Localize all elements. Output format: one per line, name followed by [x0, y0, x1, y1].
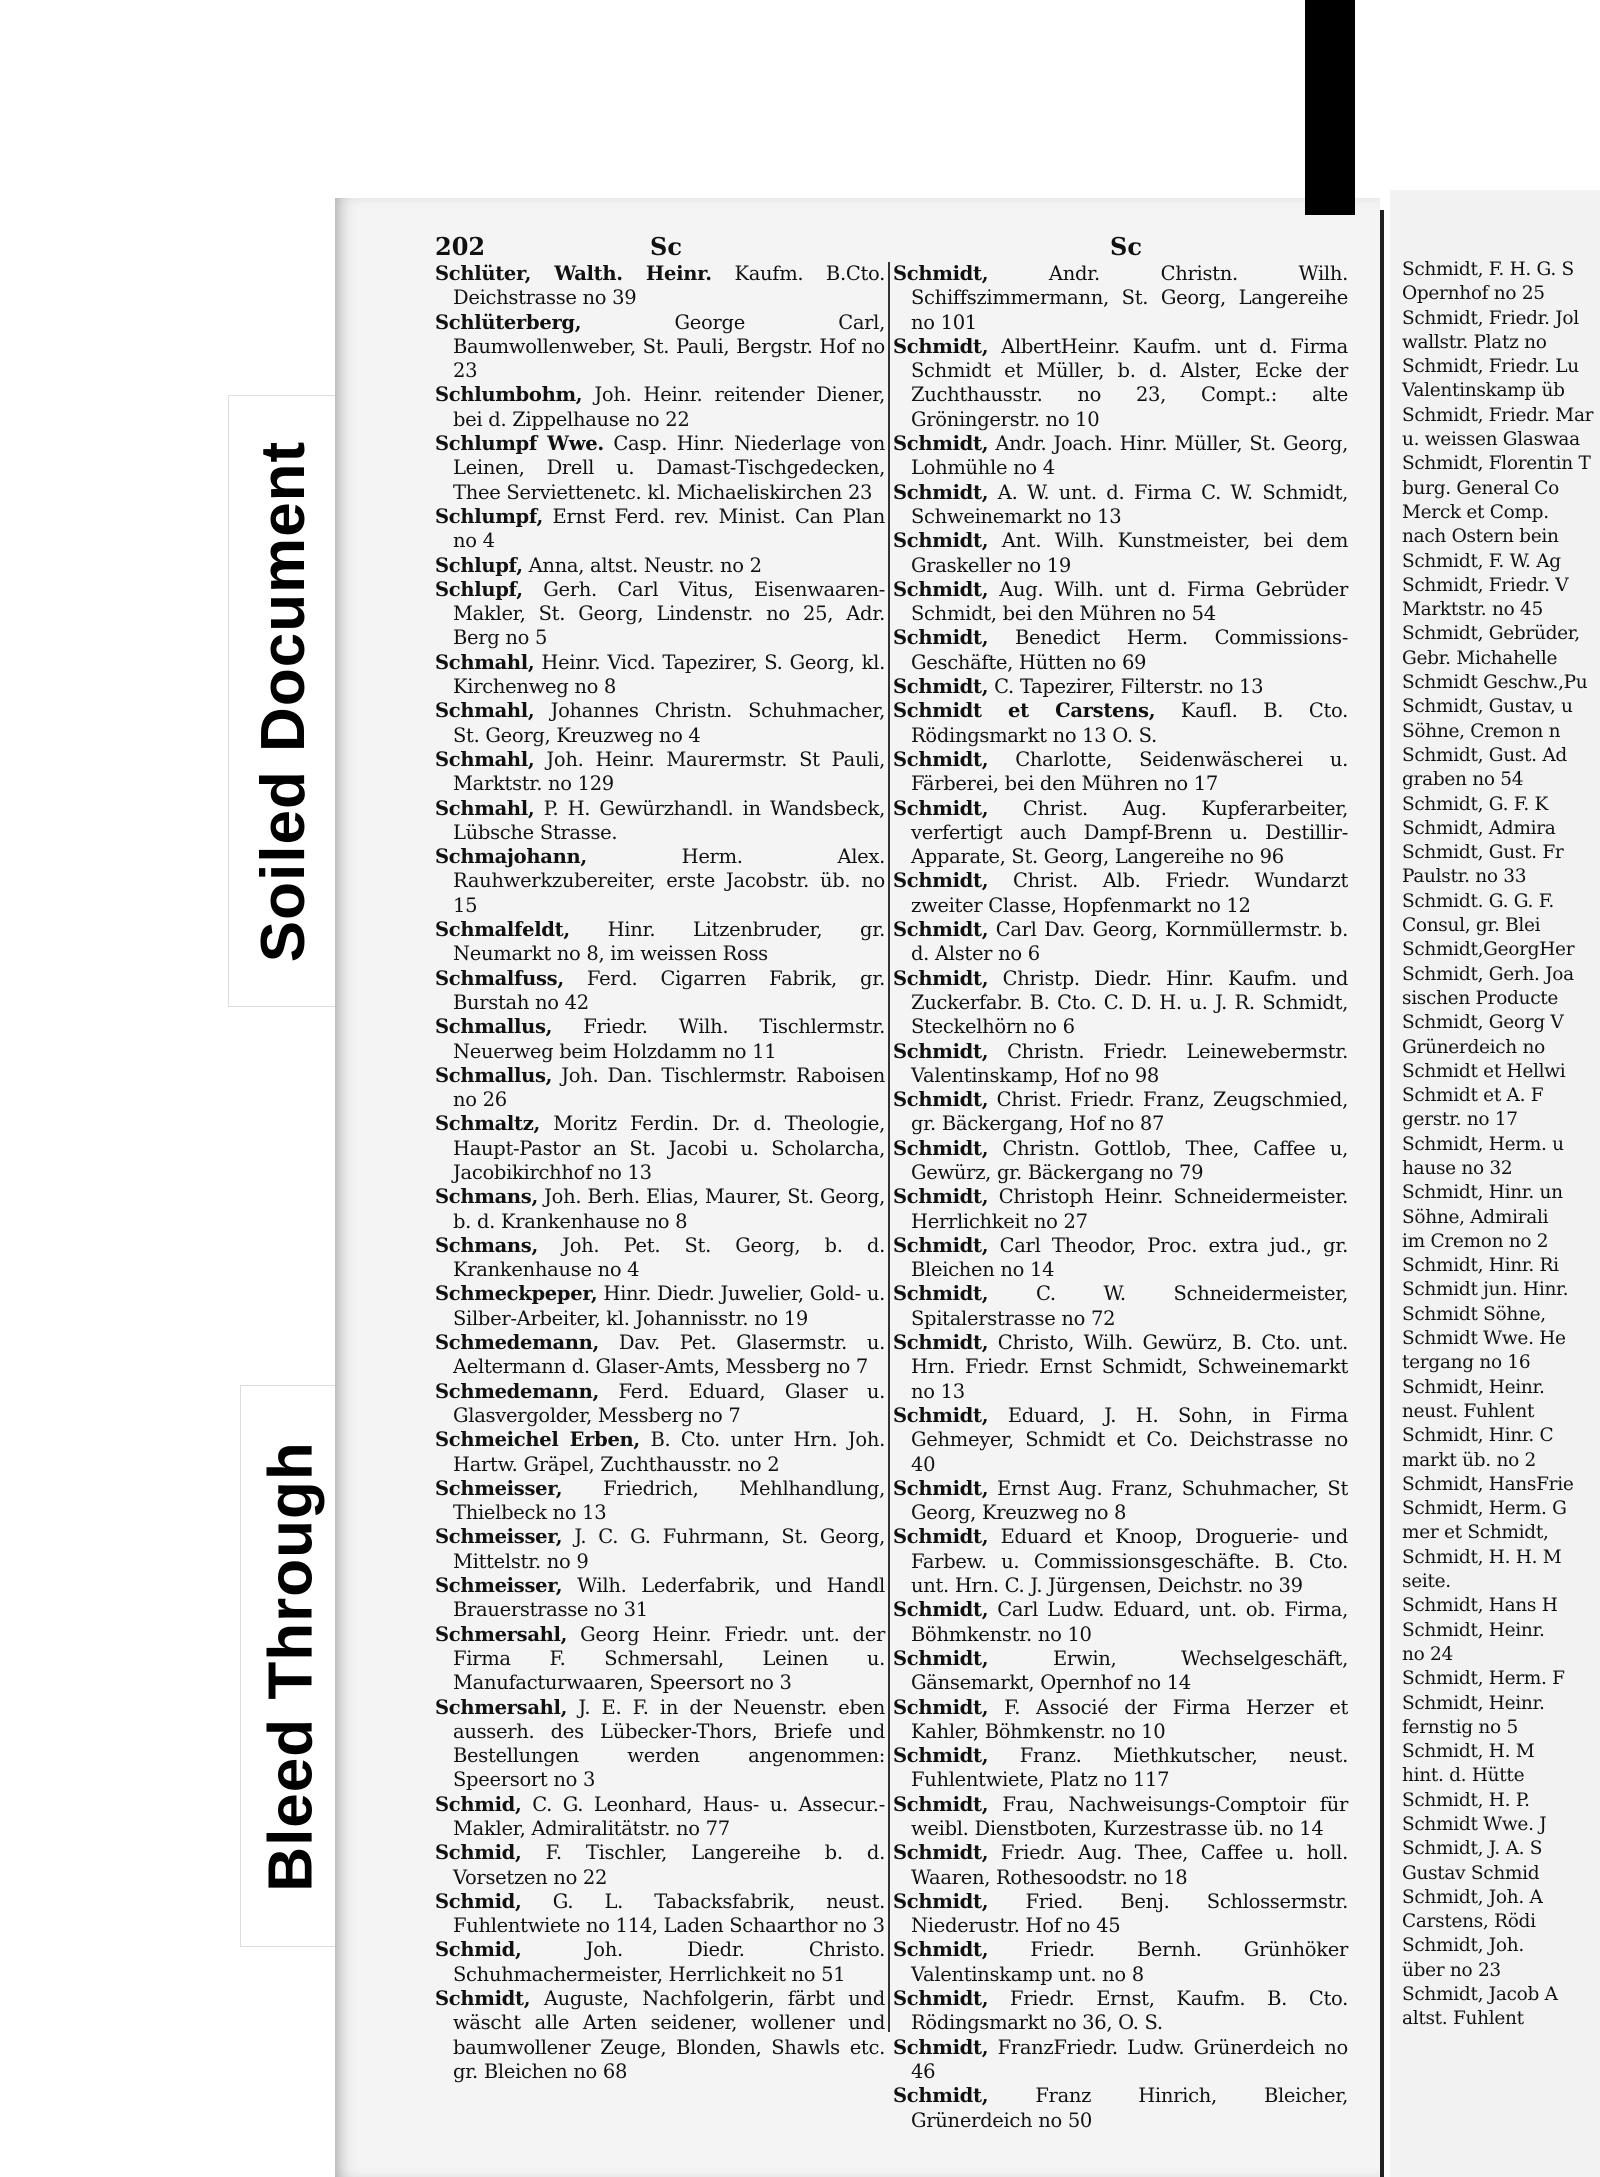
directory-entry	[893, 626, 1348, 675]
entry-name: Schmidt,	[893, 1525, 989, 1549]
facing-page-line: neust. Fuhlent	[1402, 1400, 1535, 1422]
directory-entry	[893, 797, 1348, 870]
directory-entry	[893, 1040, 1348, 1089]
directory-entry	[435, 918, 885, 967]
entry-text: Kaufm. B.Cto. Deichstrasse no 39	[453, 262, 885, 310]
facing-page-line: Schmidt, Heinr.	[1402, 1692, 1545, 1714]
facing-page-line: Carstens, Rödi	[1402, 1911, 1536, 1933]
facing-page-line: Schmidt, Joh. A	[1402, 1886, 1543, 1908]
entry-text: J. E. F. in der Neuenstr. eben ausserh. des Lübecker-Thors, Briefe und Bestellungen werden angenommen: Speersort no 3	[453, 1695, 885, 1792]
directory-entry	[435, 1696, 885, 1793]
entry-name: Schmidt,	[893, 918, 989, 942]
facing-page-line: burg. General Co	[1402, 477, 1559, 499]
facing-page-line: Schmidt, H. P.	[1402, 1789, 1530, 1811]
entry-text: Andr. Joach. Hinr. Müller, St. Georg, Lohmühle no 4	[911, 432, 1349, 480]
facing-page-line: Schmidt, Gust. Ad	[1402, 744, 1567, 766]
entry-text: Auguste, Nachfolgerin, färbt und wäscht alle Arten seidener, wollener und baumwollener Zeuge, Blonden, Shawls etc. gr. Bleichen no 68	[453, 1987, 885, 2083]
directory-entry	[435, 1112, 885, 1185]
entry-text: AlbertHeinr. Kaufm. unt d. Firma Schmidt et Müller, b. d. Alster, Ecke der Zuchthausstr. no 23, Compt.: alte Gröningerstr. no 10	[911, 334, 1348, 431]
entry-text: Erwin, Wechselgeschäft, Gänsemarkt, Opernhof no 14	[911, 1646, 1348, 1695]
entry-text: Wilh. Lederfabrik, und Handl Brauerstrasse no 31	[453, 1574, 885, 1622]
facing-page-line: Schmidt et A. F	[1402, 1085, 1544, 1107]
facing-page-line: wallstr. Platz no	[1402, 331, 1547, 353]
entry-text: C. G. Leonhard, Haus- u. Assecur.-Makler, Admiralitätstr. no 77	[453, 1792, 885, 1840]
facing-page-line: Schmidt, Joh.	[1402, 1935, 1524, 1957]
entry-text: George Carl, Baumwollenweber, St. Pauli, Bergstr. Hof no 23	[453, 310, 886, 383]
entry-text: Charlotte, Seidenwäscherei u. Färberei, bei den Mühren no 17	[911, 747, 1348, 796]
entry-name: Schmid,	[435, 1841, 522, 1865]
entry-name: Schmidt,	[893, 1695, 989, 1719]
entry-text: Frau, Nachweisungs-Comptoir für weibl. Dienstboten, Kurzestrasse üb. no 14	[911, 1792, 1348, 1840]
right-column	[893, 262, 1348, 2133]
facing-page-line: Paulstr. no 33	[1402, 866, 1527, 888]
entry-name: Schmidt,	[893, 529, 989, 553]
directory-entry	[893, 1525, 1348, 1598]
right-running-head: Sc	[1110, 232, 1142, 261]
entry-name: Schmidt,	[893, 747, 989, 771]
directory-entry	[893, 1331, 1348, 1404]
entry-name: Schlüter, Walth. Heinr.	[435, 262, 712, 285]
facing-page-line: Schmidt, HansFrie	[1402, 1473, 1574, 1495]
directory-entry	[435, 1890, 885, 1939]
binding-shadow	[1305, 0, 1355, 215]
directory-entry	[435, 1574, 885, 1623]
directory-entry	[435, 505, 885, 554]
entry-name: Schmersahl,	[435, 1695, 568, 1719]
entry-text: Joh. Heinr. reitender Diener, bei d. Zippelhause no 22	[453, 383, 885, 431]
directory-entry	[435, 1938, 885, 1987]
entry-name: Schmahl,	[435, 699, 535, 723]
entry-name: Schmid,	[435, 1938, 522, 1962]
facing-page-line: Schmidt, G. F. K	[1402, 793, 1549, 815]
entry-text: Christp. Diedr. Hinr. Kaufm. und Zuckerfabr. B. Cto. C. D. H. u. J. R. Schmidt, Steckelhörn no 6	[911, 966, 1348, 1039]
directory-entry	[435, 1623, 885, 1696]
directory-entry	[435, 1234, 885, 1283]
entry-name: Schmidt,	[893, 577, 989, 601]
directory-entry	[893, 1647, 1348, 1696]
entry-text: Andr. Christn. Wilh. Schiffszimmermann, St. Georg, Langereihe no 101	[911, 262, 1348, 334]
directory-entry	[893, 529, 1348, 578]
directory-entry	[893, 1938, 1348, 1987]
entry-text: Friedr. Aug. Thee, Caffee u. holl. Waaren, Rothesoodstr. no 18	[911, 1841, 1348, 1889]
entry-name: Schmedemann,	[435, 1331, 600, 1355]
entry-name: Schmidt,	[893, 480, 989, 504]
entry-text: Carl Dav. Georg, Kornmüllermstr. b. d. Alster no 6	[911, 918, 1348, 966]
entry-text: Ernst Aug. Franz, Schuhmacher, St Georg, Kreuzweg no 8	[911, 1476, 1348, 1525]
directory-entry	[435, 1015, 885, 1064]
entry-text: Carl Ludw. Eduard, unt. ob. Firma, Böhmkenstr. no 10	[911, 1598, 1348, 1646]
facing-page-line: u. weissen Glaswaa	[1402, 429, 1580, 451]
entry-name: Schmidt,	[893, 1088, 989, 1112]
entry-name: Schmidt,	[893, 432, 989, 456]
entry-text: Moritz Ferdin. Dr. d. Theologie, Haupt-Pastor an St. Jacobi u. Scholarcha, Jacobikirchhof no 13	[453, 1112, 886, 1184]
facing-page-line: Schmidt, Hinr. Ri	[1402, 1255, 1559, 1277]
entry-text: Christ. Friedr. Franz, Zeugschmied, gr. Bäckergang, Hof no 87	[911, 1088, 1348, 1136]
entry-name: Schmidt,	[893, 869, 989, 893]
entry-name: Schmidt,	[893, 1744, 989, 1768]
directory-entry	[893, 1234, 1348, 1283]
bleed-through-stamp	[240, 1385, 342, 1947]
entry-text: Christoph Heinr. Schneidermeister. Herrlichkeit no 27	[911, 1185, 1348, 1233]
facing-page-line: Schmidt, Admira	[1402, 817, 1556, 839]
directory-entry	[435, 1428, 885, 1477]
directory-entry	[435, 1793, 885, 1842]
entry-text: Christ. Alb. Friedr. Wundarzt zweiter Classe, Hopfenmarkt no 12	[911, 869, 1348, 917]
entry-text: Aug. Wilh. unt d. Firma Gebrüder Schmidt, bei den Mühren no 54	[911, 577, 1348, 626]
entry-text: Friedr. Bernh. Grünhöker Valentinskamp unt. no 8	[911, 1938, 1349, 1986]
entry-name: Schlüterberg,	[435, 310, 582, 334]
entry-text: Dav. Pet. Glasermstr. u. Aeltermann d. Glaser-Amts, Messberg no 7	[453, 1331, 886, 1379]
facing-page-line: tergang no 16	[1402, 1352, 1531, 1374]
entry-name: Schmedemann,	[435, 1379, 600, 1403]
entry-name: Schlupf,	[435, 577, 523, 601]
entry-text: Ferd. Cigarren Fabrik, gr. Burstah no 42	[453, 966, 885, 1014]
entry-name: Schmidt,	[893, 334, 989, 358]
entry-name: Schmeisser,	[435, 1525, 563, 1549]
facing-page-line: Schmidt, H. M	[1402, 1741, 1535, 1763]
entry-name: Schmeckpeper,	[435, 1282, 598, 1306]
facing-page-line: Schmidt jun. Hinr.	[1402, 1279, 1569, 1301]
facing-page-line: gerstr. no 17	[1402, 1109, 1518, 1131]
entry-name: Schmalfuss,	[435, 966, 564, 990]
entry-text: Ferd. Eduard, Glaser u. Glasvergolder, Messberg no 7	[453, 1379, 885, 1427]
directory-entry	[435, 845, 885, 918]
entry-text: Joh. Diedr. Christo. Schuhmachermeister, Herrlichkeit no 51	[453, 1938, 885, 1986]
entry-name: Schmidt,	[893, 626, 989, 650]
directory-entry	[435, 554, 885, 578]
entry-name: Schmans,	[435, 1233, 538, 1257]
directory-entry	[893, 675, 1348, 699]
directory-entry	[893, 1744, 1348, 1793]
directory-entry	[893, 1477, 1348, 1526]
facing-page-line: Schmidt, Gebrüder,	[1402, 623, 1580, 645]
directory-entry	[893, 432, 1348, 481]
entry-text: A. W. unt. d. Firma C. W. Schmidt, Schweinemarkt no 13	[911, 480, 1349, 528]
facing-page-line: Schmidt, Jacob A	[1402, 1984, 1558, 2006]
facing-page-line: Schmidt, Herm. u	[1402, 1133, 1564, 1155]
facing-page-line: Schmidt, F. H. G. S	[1402, 259, 1574, 280]
directory-entry	[435, 699, 885, 748]
facing-page-line: Schmidt, Friedr. Jol	[1402, 307, 1579, 329]
facing-page-line: Marktstr. no 45	[1402, 599, 1543, 621]
entry-text: Joh. Dan. Tischlermstr. Raboisen no 26	[453, 1063, 885, 1112]
bleed-through-label: Bleed Through	[256, 1440, 326, 1892]
facing-page-line: Gustav Schmid	[1402, 1862, 1540, 1884]
facing-page-line: markt üb. no 2	[1402, 1449, 1536, 1471]
entry-name: Schmidt,	[893, 796, 989, 820]
directory-entry	[893, 2084, 1348, 2133]
facing-page-column	[1402, 258, 1600, 2032]
entry-text: Georg Heinr. Friedr. unt. der Firma F. Schmersahl, Leinen u. Manufacturwaaren, Speersort no 3	[453, 1622, 885, 1695]
entry-text: Joh. Heinr. Maurermstr. St Pauli, Marktstr. no 129	[453, 747, 885, 796]
entry-name: Schmid,	[435, 1792, 522, 1816]
entry-text: Casp. Hinr. Niederlage von Leinen, Drell u. Damast-Tischgedecken, Thee Serviettenetc. kl. Michaeliskirchen 23	[453, 432, 886, 504]
directory-entry	[893, 1841, 1348, 1890]
directory-entry	[893, 748, 1348, 797]
entry-name: Schmahl,	[435, 796, 535, 820]
entry-name: Schmaltz,	[435, 1112, 540, 1136]
facing-page-line: Schmidt. G. G. F.	[1402, 890, 1554, 912]
facing-page-line: fernstig no 5	[1402, 1716, 1518, 1738]
entry-text: Friedr. Wilh. Tischlermstr. Neuerweg beim Holzdamm no 11	[453, 1015, 885, 1063]
facing-page-line: über no 23	[1402, 1959, 1501, 1981]
directory-entry	[435, 797, 885, 846]
entry-text: Christo, Wilh. Gewürz, B. Cto. unt. Hrn. Friedr. Ernst Schmidt, Schweinemarkt no 13	[911, 1331, 1349, 1403]
entry-name: Schmidt,	[893, 1889, 989, 1913]
entry-name: Schmajohann,	[435, 845, 587, 869]
facing-page-line: Schmidt, Friedr. Mar	[1402, 404, 1594, 426]
entry-text: P. H. Gewürzhandl. in Wandsbeck, Lübsche Strasse.	[453, 796, 885, 844]
facing-page-line: Schmidt, Friedr. V	[1402, 574, 1569, 596]
directory-entry	[435, 1525, 885, 1574]
facing-page-line: Schmidt, Hinr. C	[1402, 1425, 1554, 1447]
entry-name: Schmidt,	[893, 1938, 989, 1962]
entry-text: Kaufl. B. Cto. Rödingsmarkt no 13 O. S.	[911, 699, 1349, 747]
directory-entry	[435, 651, 885, 700]
entry-name: Schlumpf,	[435, 504, 544, 528]
facing-page-line: Schmidt, Heinr.	[1402, 1619, 1545, 1641]
facing-page-line: Schmidt Söhne,	[1402, 1303, 1546, 1325]
facing-page-line: Schmidt Wwe. He	[1402, 1328, 1566, 1350]
directory-entry	[435, 1987, 885, 2084]
directory-entry	[893, 1088, 1348, 1137]
facing-page-line: Schmidt, F. W. Ag	[1402, 550, 1561, 572]
entry-text: Herm. Alex. Rauhwerkzubereiter, erste Jacobstr. üb. no 15	[453, 845, 885, 917]
directory-entry	[893, 1890, 1348, 1939]
directory-entry	[893, 1137, 1348, 1186]
entry-text: Anna, altst. Neustr. no 2	[528, 553, 762, 577]
directory-entry	[893, 1185, 1348, 1234]
entry-name: Schmid,	[435, 1889, 522, 1913]
entry-name: Schlumbohm,	[435, 383, 583, 407]
directory-entry	[893, 2036, 1348, 2085]
facing-page-line: Schmidt, Friedr. Lu	[1402, 356, 1579, 378]
directory-entry	[893, 1696, 1348, 1745]
directory-entry	[435, 1064, 885, 1113]
entry-name: Schmallus,	[435, 1015, 553, 1039]
entry-text: G. L. Tabacksfabrik, neust. Fuhlentwiete no 114, Laden Schaarthor no 3	[453, 1889, 885, 1938]
entry-text: Hinr. Litzenbruder, gr. Neumarkt no 8, im weissen Ross	[453, 918, 885, 966]
directory-entry	[435, 383, 885, 432]
entry-text: Gerh. Carl Vitus, Eisenwaaren-Makler, St. Georg, Lindenstr. no 25, Adr. Berg no 5	[453, 577, 885, 650]
directory-entry	[893, 578, 1348, 627]
entry-text: FranzFriedr. Ludw. Grünerdeich no 46	[911, 2035, 1348, 2083]
facing-page-line: Merck et Comp.	[1402, 501, 1549, 523]
entry-name: Schmidt,	[893, 2035, 989, 2059]
entry-text: Franz. Miethkutscher, neust. Fuhlentwiete, Platz no 117	[911, 1744, 1348, 1792]
facing-page-line: Schmidt, Heinr.	[1402, 1376, 1545, 1398]
page-number: 202	[435, 232, 486, 261]
entry-name: Schmidt,	[893, 675, 989, 699]
facing-page-line: Schmidt, Herm. F	[1402, 1668, 1565, 1690]
facing-page-line: Schmidt et Hellwi	[1402, 1060, 1566, 1082]
entry-text: Carl Theodor, Proc. extra jud., gr. Bleichen no 14	[911, 1233, 1349, 1282]
facing-page-line: Schmidt, Hans H	[1402, 1595, 1558, 1617]
directory-entry	[893, 1793, 1348, 1842]
left-column	[435, 262, 885, 2084]
entry-name: Schmersahl,	[435, 1622, 568, 1646]
facing-page-line: Schmidt, Georg V	[1402, 1012, 1564, 1034]
facing-page-line: Schmidt, Hinr. un	[1402, 1182, 1563, 1204]
facing-page-line: no 24	[1402, 1643, 1453, 1665]
directory-entry	[893, 1987, 1348, 2036]
entry-name: Schmahl,	[435, 747, 535, 771]
facing-page-line: Schmidt, J. A. S	[1402, 1838, 1543, 1860]
entry-name: Schmahl,	[435, 650, 535, 674]
directory-entry	[435, 967, 885, 1016]
directory-entry	[435, 1282, 885, 1331]
entry-text: Christn. Gottlob, Thee, Caffee u, Gewürz, gr. Bäckergang no 79	[911, 1136, 1348, 1184]
facing-page-line: Schmidt Geschw.,Pu	[1402, 672, 1588, 694]
entry-text: Fried. Benj. Schlossermstr. Niederustr. Hof no 45	[911, 1889, 1348, 1938]
page-gutter	[1380, 210, 1384, 2177]
left-running-head: Sc	[650, 232, 682, 261]
facing-page-line: Valentinskamp üb	[1402, 380, 1565, 402]
entry-name: Schmidt,	[893, 1136, 989, 1160]
facing-page-line: Söhne, Admirali	[1402, 1206, 1549, 1228]
directory-entry	[435, 1380, 885, 1429]
entry-name: Schmidt,	[893, 1039, 989, 1063]
facing-page-line: Gebr. Michahelle	[1402, 647, 1558, 669]
entry-text: Ernst Ferd. rev. Minist. Can Plan no 4	[453, 504, 885, 553]
entry-name: Schmidt,	[893, 1403, 989, 1427]
directory-entry	[893, 335, 1348, 432]
facing-page-line: Schmidt Wwe. J	[1402, 1814, 1547, 1835]
facing-page-line: mer et Schmidt,	[1402, 1522, 1549, 1544]
entry-text: C. Tapezirer, Filterstr. no 13	[994, 675, 1264, 699]
entry-text: Johannes Christn. Schuhmacher, St. Georg, Kreuzweg no 4	[453, 699, 885, 747]
entry-name: Schmidt,	[435, 1987, 531, 2011]
facing-page-line: im Cremon no 2	[1402, 1230, 1549, 1252]
column-divider	[888, 262, 890, 2032]
entry-name: Schlumpf Wwe.	[435, 432, 604, 456]
entry-text: Heinr. Vicd. Tapezirer, S. Georg, kl. Kirchenweg no 8	[453, 650, 885, 699]
entry-name: Schmidt,	[893, 2084, 989, 2108]
entry-text: Joh. Pet. St. Georg, b. d. Krankenhause no 4	[453, 1233, 885, 1282]
facing-page-line: Consul, gr. Blei	[1402, 915, 1541, 937]
directory-entry	[435, 748, 885, 797]
entry-name: Schmeisser,	[435, 1476, 563, 1500]
entry-text: C. W. Schneidermeister, Spitalerstrasse no 72	[911, 1282, 1348, 1330]
entry-text: F. Tischler, Langereihe b. d. Vorsetzen no 22	[453, 1841, 885, 1889]
entry-name: Schmidt,	[893, 1987, 989, 2011]
entry-text: J. C. G. Fuhrmann, St. Georg, Mittelstr. no 9	[453, 1525, 885, 1573]
entry-text: Christ. Aug. Kupferarbeiter, verfertigt auch Dampf-Brenn u. Destillir-Apparate, St. Georg, Langereihe no 96	[911, 796, 1348, 869]
entry-text: Eduard, J. H. Sohn, in Firma Gehmeyer, Schmidt et Co. Deichstrasse no 40	[911, 1403, 1348, 1476]
directory-entry	[893, 1404, 1348, 1477]
entry-name: Schmidt,	[893, 1646, 989, 1670]
directory-entry	[893, 869, 1348, 918]
entry-name: Schmalfeldt,	[435, 918, 570, 942]
entry-name: Schmans,	[435, 1185, 538, 1209]
entry-text: Benedict Herm. Commissions-Geschäfte, Hütten no 69	[911, 626, 1348, 674]
entry-name: Schmidt,	[893, 1476, 989, 1500]
entry-name: Schmidt,	[893, 262, 989, 285]
entry-name: Schmidt,	[893, 966, 989, 990]
facing-page-line: Schmidt, H. H. M	[1402, 1546, 1562, 1568]
entry-text: Friedr. Ernst, Kaufm. B. Cto. Rödingsmarkt no 36, O. S.	[911, 1987, 1349, 2035]
facing-page-line: sischen Producte	[1402, 987, 1559, 1009]
facing-page-line: Grünerdeich no	[1402, 1036, 1545, 1058]
directory-entry	[435, 432, 885, 505]
facing-page-line: Schmidt, Gerh. Joa	[1402, 963, 1574, 985]
facing-page-line: hint. d. Hütte	[1402, 1765, 1525, 1787]
facing-page-line: Schmidt, Herm. G	[1402, 1498, 1567, 1520]
entry-name: Schmallus,	[435, 1063, 553, 1087]
entry-name: Schmidt,	[893, 1233, 989, 1257]
directory-entry	[893, 481, 1348, 530]
facing-page-line: Schmidt, Gustav, u	[1402, 696, 1573, 718]
entry-name: Schmidt,	[893, 1282, 989, 1306]
soiled-document-stamp	[228, 395, 340, 1007]
directory-entry	[893, 699, 1348, 748]
facing-page-line: altst. Fuhlent	[1402, 2008, 1524, 2030]
entry-name: Schmidt et Carstens,	[893, 699, 1156, 723]
directory-entry	[435, 262, 885, 311]
entry-text: Franz Hinrich, Bleicher, Grünerdeich no 50	[911, 2084, 1348, 2132]
entry-name: Schmidt,	[893, 1598, 989, 1622]
entry-name: Schmeisser,	[435, 1574, 563, 1598]
facing-page-line: Schmidt, Florentin T	[1402, 453, 1591, 475]
directory-entry	[893, 918, 1348, 967]
directory-entry	[435, 1841, 885, 1890]
entry-name: Schmidt,	[893, 1841, 989, 1865]
facing-page-line: seite.	[1402, 1571, 1451, 1593]
facing-page-line: Schmidt, Gust. Fr	[1402, 842, 1564, 864]
entry-text: Eduard et Knoop, Droguerie- und Farbew. u. Commissionsgeschäfte. B. Cto. unt. Hrn. C. J. Jürgensen, Deichstr. no 39	[911, 1525, 1348, 1598]
entry-name: Schmeichel Erben,	[435, 1428, 640, 1452]
entry-name: Schmidt,	[893, 1331, 989, 1355]
soiled-document-label: Soiled Document	[249, 440, 319, 962]
directory-entry	[893, 967, 1348, 1040]
entry-name: Schlupf,	[435, 553, 523, 577]
directory-entry	[435, 311, 885, 384]
entry-name: Schmidt,	[893, 1185, 989, 1209]
entry-text: B. Cto. unter Hrn. Joh. Hartw. Gräpel, Zuchthausstr. no 2	[453, 1428, 885, 1476]
entry-text: Christn. Friedr. Leinewebermstr. Valentinskamp, Hof no 98	[911, 1039, 1348, 1087]
directory-entry	[435, 1331, 885, 1380]
entry-text: Friedrich, Mehlhandlung, Thielbeck no 13	[453, 1476, 885, 1525]
directory-entry	[893, 1282, 1348, 1331]
directory-entry	[893, 262, 1348, 335]
entry-text: Hinr. Diedr. Juwelier, Gold- u. Silber-Arbeiter, kl. Johannisstr. no 19	[453, 1282, 885, 1330]
facing-page-line: Schmidt,GeorgHer	[1402, 939, 1575, 961]
directory-entry	[435, 1185, 885, 1234]
entry-text: F. Associé der Firma Herzer et Kahler, Böhmkenstr. no 10	[911, 1695, 1348, 1743]
directory-entry	[435, 578, 885, 651]
entry-text: Ant. Wilh. Kunstmeister, bei dem Graskeller no 19	[911, 529, 1349, 577]
facing-page-line: hause no 32	[1402, 1157, 1513, 1179]
facing-page-line: Söhne, Cremon n	[1402, 720, 1561, 742]
facing-page-line: Opernhof no 25	[1402, 283, 1545, 305]
facing-page-line: graben no 54	[1402, 769, 1524, 791]
directory-entry	[435, 1477, 885, 1526]
entry-text: Joh. Berh. Elias, Maurer, St. Georg, b. d. Krankenhause no 8	[453, 1185, 885, 1233]
directory-entry	[893, 1598, 1348, 1647]
entry-name: Schmidt,	[893, 1792, 989, 1816]
facing-page-line: nach Ostern bein	[1402, 526, 1559, 548]
